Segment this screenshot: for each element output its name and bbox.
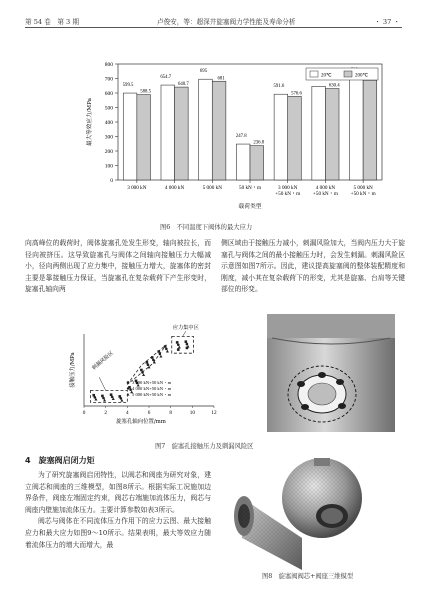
body-column-right — [221, 238, 405, 296]
x-tick-label: 5 000 kN — [202, 185, 222, 191]
legend-marker — [127, 387, 129, 389]
data-point — [151, 356, 154, 359]
y-tick-label: 500 — [104, 105, 113, 112]
valve-plug — [282, 458, 362, 538]
x-tick-label: +50 kN・m — [312, 191, 338, 197]
bar — [161, 85, 175, 180]
data-label: 247.8 — [235, 134, 247, 140]
legend-label: 3 000 kN+50 kN・m — [132, 380, 172, 385]
x-tick-label: 12 — [211, 410, 217, 416]
figure-7-caption: 图7 旋塞孔接触压力及刺漏风险区 — [155, 443, 254, 450]
data-label: 695 — [199, 69, 208, 75]
y-tick-label: 200 — [104, 149, 113, 155]
paragraph: 向高峰位的载荷时，阀体旋塞孔处发生形变，轴向被拉长，而径向被挤压。这导致旋塞孔与阀体之间轴向接触压力大幅减小，径向两侧出现了应力集中，接触压力增大，旋塞体的密封主要是靠接触压力保证，当旋塞孔在复杂载荷下产生形变时，旋塞孔轴向两 — [25, 239, 211, 294]
bar — [274, 94, 288, 180]
x-tick-label: 4 000 kN — [315, 185, 336, 191]
stress-spot — [318, 372, 326, 378]
legend-label: 4 000 kN+50 kN・m — [132, 386, 172, 391]
x-tick-label: 4 000 kN — [164, 185, 185, 191]
y-tick-label: 100 — [104, 163, 113, 170]
page-header — [25, 14, 402, 28]
annotation-leader — [183, 331, 186, 336]
data-point — [140, 369, 143, 372]
data-point — [141, 371, 144, 374]
x-tick-label: 3 000 kN — [127, 185, 147, 191]
data-point — [186, 343, 189, 346]
figure-7 — [22, 312, 412, 437]
y-tick-label: 600 — [104, 91, 113, 97]
bar — [175, 87, 189, 180]
annotation-label: 刺漏风险区 — [91, 350, 115, 372]
body-column-left — [25, 238, 211, 296]
header-rule — [25, 27, 402, 28]
stress-spot — [301, 404, 309, 410]
stress-spot — [297, 381, 305, 387]
x-tick-label: 3 000 kN — [278, 185, 298, 191]
x-tick-label: 10 — [189, 410, 195, 416]
bar — [288, 96, 302, 180]
data-point — [152, 359, 155, 362]
legend-label: 200℃ — [355, 73, 369, 79]
data-label: 576.6 — [291, 91, 302, 97]
stress-spot — [338, 403, 346, 409]
paragraph: 为了研究旋塞阀启闭特性，以阀芯和阀座为研究对象，建立阀芯和阀座的三维模型，如图8所示。根据实际工况施加边界条件，阀座左端固定约束，阀芯右端施加流体压力，阀芯与阀座内壁施加流体压力。主要计算参数如表3所示。 — [25, 471, 211, 514]
bar — [350, 78, 364, 180]
bar — [137, 95, 151, 180]
data-point — [164, 345, 167, 348]
data-point — [177, 344, 180, 347]
x-tick-label: 50 kN・m — [238, 185, 262, 191]
section-heading — [25, 455, 95, 466]
data-label: 591.6 — [273, 84, 285, 90]
y-tick-label: 800 — [104, 62, 113, 68]
data-point — [185, 340, 188, 343]
running-title: 卢俊安，等：超深井旋塞阀力学性能及寿命分析 — [157, 18, 296, 26]
figure-6-chart — [70, 50, 400, 215]
legend-label: 5 000 kN+50 kN・m — [132, 392, 172, 397]
x-tick-label: 5 000 kN — [353, 185, 373, 191]
x-tick-label: 8 — [169, 410, 172, 416]
page-number: ・ 37 ・ — [374, 18, 400, 26]
legend-swatch — [310, 71, 318, 77]
fea-port-inner — [308, 383, 336, 405]
data-label: 640.7 — [177, 82, 189, 88]
section-4-text — [25, 470, 211, 551]
data-point — [177, 348, 180, 351]
data-point — [157, 350, 160, 353]
y-tick-label: 300 — [104, 134, 113, 141]
x-tick-label: 6 — [147, 410, 151, 416]
bar — [212, 81, 226, 180]
y-axis-label: 接触压力/MPa — [70, 352, 76, 388]
x-axis-label: 旋塞孔轴向位置/mm — [116, 419, 166, 425]
x-tick-label: +50 kN・m — [350, 191, 376, 197]
data-label: 681 — [217, 76, 225, 82]
figure-8-model — [222, 458, 412, 573]
x-axis-label: 载荷类型 — [238, 204, 262, 210]
figure-6-caption: 图6 不同温度下阀体的最大应力 — [160, 224, 253, 231]
bar — [250, 146, 264, 180]
stress-spot — [336, 379, 344, 385]
y-axis-label: 最大等效应力/MPa — [87, 97, 93, 147]
data-label: 588.5 — [140, 89, 152, 95]
section-number: 4 — [25, 456, 31, 465]
data-point — [146, 361, 149, 364]
data-label: 630.4 — [328, 83, 340, 89]
data-point — [176, 341, 179, 344]
y-tick-label: 0 — [110, 178, 113, 184]
data-label: 599.5 — [122, 83, 134, 89]
data-point — [159, 353, 162, 356]
annotation-leader — [99, 377, 106, 390]
section-title: 旋塞阀启闭力矩 — [38, 456, 95, 465]
legend-label: 20℃ — [321, 73, 332, 79]
data-point — [165, 348, 168, 351]
x-tick-label: +50 kN・m — [275, 191, 301, 197]
legend-swatch — [344, 71, 352, 77]
x-tick-label: 4 — [126, 410, 129, 416]
y-tick-label: 700 — [104, 76, 113, 83]
bar — [236, 144, 250, 180]
journal-issue: 第 54 卷 第 3 期 — [25, 18, 79, 26]
y-tick-label: 400 — [104, 120, 113, 126]
bar — [312, 86, 326, 180]
bar — [199, 79, 213, 180]
paragraph: 侧区域由于接触压力减小，刺漏风险加大，当阀内压力大于旋塞孔与阀体之间的最小接触压力时，会发生刺漏。刺漏风险区示意图如图7所示。因此，建议提高旋塞阀的整体装配精度和刚度，减小其在复杂载荷下的形变，尤其是旋塞、台肩等关键部位的形变。 — [221, 239, 405, 294]
annotation-label: 应力集中区 — [172, 325, 199, 332]
x-tick-label: 0 — [82, 410, 86, 416]
bar — [123, 93, 137, 180]
fea-shoulder — [267, 314, 395, 338]
fea-contour-image — [267, 314, 395, 432]
figure-6-svg — [70, 50, 400, 215]
bar — [325, 89, 339, 180]
data-label: 654.7 — [160, 75, 172, 81]
data-point — [147, 363, 150, 366]
paragraph: 阀芯与阀体在不同流体压力作用下的应力云图、最大接触应力和最大应力如图9～10所示。结果表明，最大等效应力随着流体压力的增大而增大，最 — [25, 517, 211, 549]
x-tick-label: 2 — [104, 410, 107, 416]
data-label: 236.8 — [253, 140, 265, 146]
legend-marker — [127, 381, 129, 383]
bar — [363, 80, 377, 180]
stress-concentration-box — [172, 336, 194, 353]
figure-8-caption: 图8 旋塞阀阀芯+阀座三维模型 — [262, 573, 354, 580]
